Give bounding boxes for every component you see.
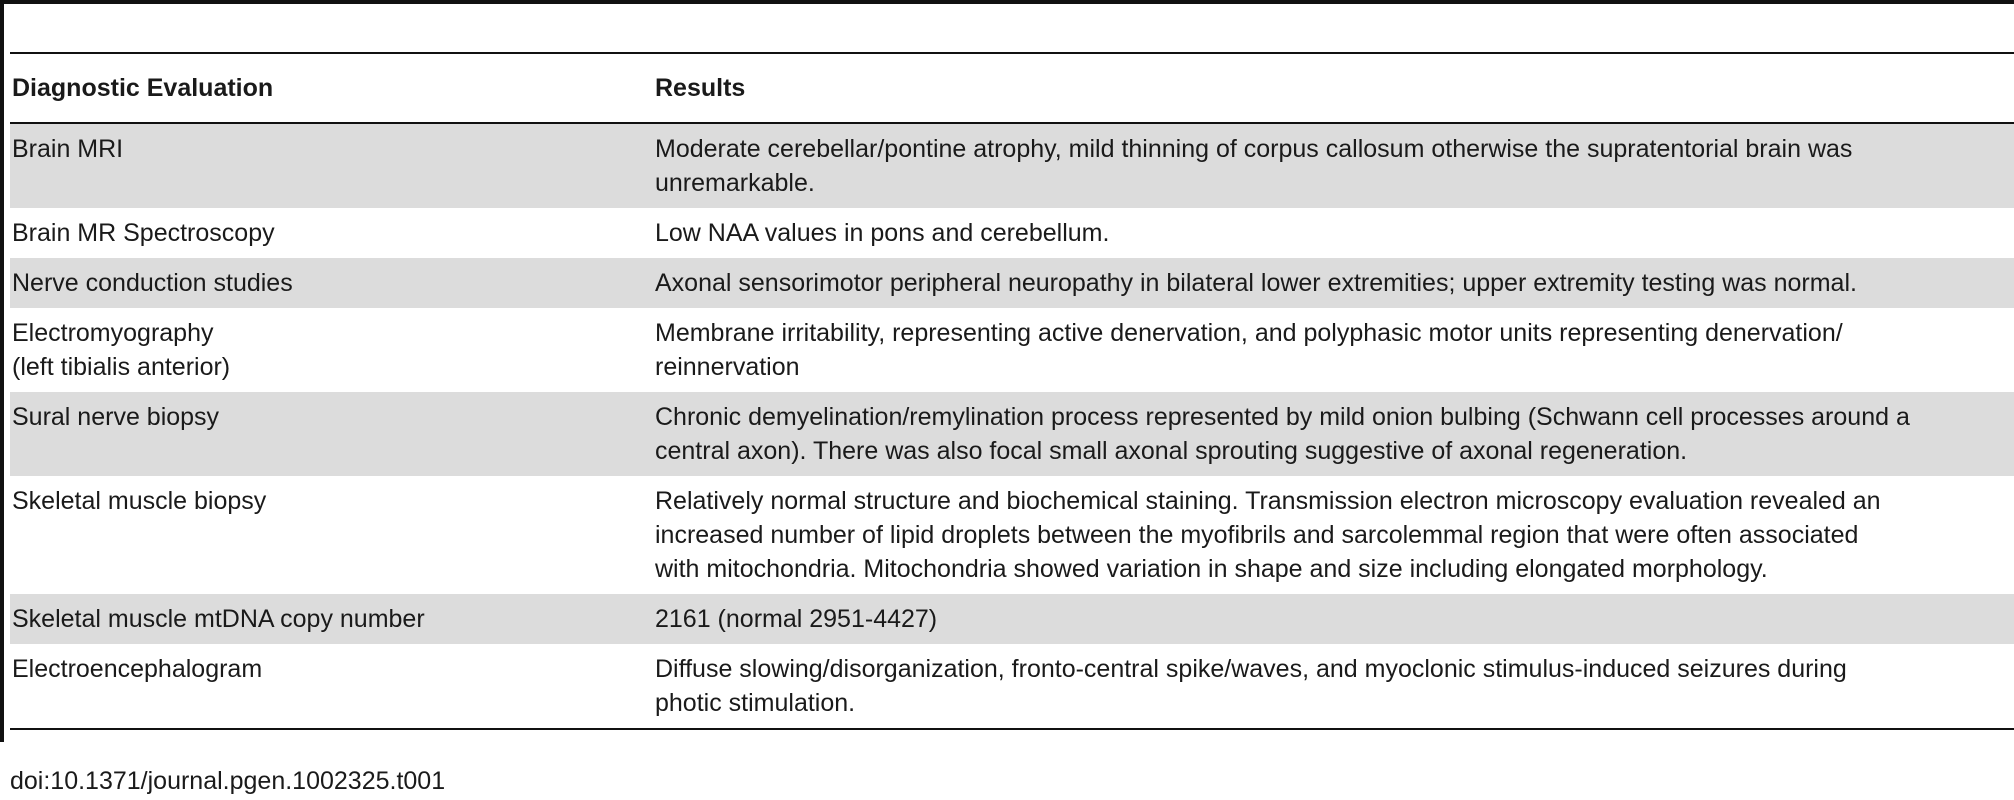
top-border-rule bbox=[0, 0, 2014, 4]
result-text-line: increased number of lipid droplets between the myofibrils and sarcolemmal region that were often associated bbox=[655, 521, 1859, 549]
result-text-line: photic stimulation. bbox=[655, 689, 856, 717]
evaluation-cell bbox=[10, 644, 653, 729]
table-row bbox=[10, 644, 2014, 729]
evaluation-text-line: Brain MR Spectroscopy bbox=[12, 219, 275, 247]
result-cell bbox=[653, 392, 2014, 476]
evaluation-text-line: Brain MRI bbox=[12, 135, 124, 163]
table-row bbox=[10, 392, 2014, 476]
result-text-line: reinnervation bbox=[655, 353, 800, 381]
evaluation-cell bbox=[10, 308, 653, 392]
table-header-row bbox=[10, 53, 2014, 123]
result-cell bbox=[653, 208, 2014, 258]
result-text-line: Membrane irritability, representing active denervation, and polyphasic motor units representing denervation/ bbox=[655, 319, 1843, 347]
table-row bbox=[10, 208, 2014, 258]
doi-caption: doi:10.1371/journal.pgen.1002325.t001 bbox=[10, 767, 446, 795]
result-cell bbox=[653, 258, 2014, 308]
result-cell bbox=[653, 594, 2014, 644]
result-text-line: Chronic demyelination/remylination process represented by mild onion bulbing (Schwann cell processes around a bbox=[655, 403, 1910, 431]
result-text-line: central axon). There was also focal small axonal sprouting suggestive of axonal regeneration. bbox=[655, 437, 1688, 465]
column-header-results: Results bbox=[655, 74, 746, 102]
result-text-line: with mitochondria. Mitochondria showed variation in shape and size including elongated morphology. bbox=[655, 555, 1768, 583]
evaluation-cell bbox=[10, 123, 653, 208]
table-row bbox=[10, 258, 2014, 308]
result-text-line: Moderate cerebellar/pontine atrophy, mild thinning of corpus callosum otherwise the supratentorial brain was bbox=[655, 135, 1853, 163]
result-cell bbox=[653, 123, 2014, 208]
result-text-line: Diffuse slowing/disorganization, fronto-central spike/waves, and myoclonic stimulus-induced seizures during bbox=[655, 655, 1847, 683]
result-text-line: Axonal sensorimotor peripheral neuropathy in bilateral lower extremities; upper extremity testing was normal. bbox=[655, 269, 1857, 297]
table-row bbox=[10, 476, 2014, 594]
result-text-line: 2161 (normal 2951-4427) bbox=[655, 605, 938, 633]
table-body bbox=[10, 123, 2014, 729]
result-text-line: Relatively normal structure and biochemical staining. Transmission electron microscopy evaluation revealed an bbox=[655, 487, 1881, 515]
evaluation-cell bbox=[10, 208, 653, 258]
result-cell bbox=[653, 476, 2014, 594]
evaluation-text-line: Skeletal muscle mtDNA copy number bbox=[12, 605, 425, 633]
evaluation-text-line: (left tibialis anterior) bbox=[12, 353, 231, 381]
evaluation-cell bbox=[10, 392, 653, 476]
evaluation-cell bbox=[10, 258, 653, 308]
evaluation-text-line: Nerve conduction studies bbox=[12, 269, 293, 297]
table-row bbox=[10, 123, 2014, 208]
table-row bbox=[10, 308, 2014, 392]
diagnostic-evaluation-table bbox=[10, 52, 2014, 730]
result-text-line: Low NAA values in pons and cerebellum. bbox=[655, 219, 1110, 247]
evaluation-cell bbox=[10, 594, 653, 644]
left-border-rule bbox=[0, 0, 4, 742]
evaluation-text-line: Sural nerve biopsy bbox=[12, 403, 220, 431]
result-cell bbox=[653, 644, 2014, 729]
evaluation-text-line: Electromyography bbox=[12, 319, 214, 347]
result-cell bbox=[653, 308, 2014, 392]
column-header-evaluation: Diagnostic Evaluation bbox=[12, 74, 274, 102]
evaluation-text-line: Electroencephalogram bbox=[12, 655, 263, 683]
diagnostic-table-container bbox=[10, 52, 2014, 730]
table-row bbox=[10, 594, 2014, 644]
result-text-line: unremarkable. bbox=[655, 169, 815, 197]
evaluation-cell bbox=[10, 476, 653, 594]
evaluation-text-line: Skeletal muscle biopsy bbox=[12, 487, 267, 515]
